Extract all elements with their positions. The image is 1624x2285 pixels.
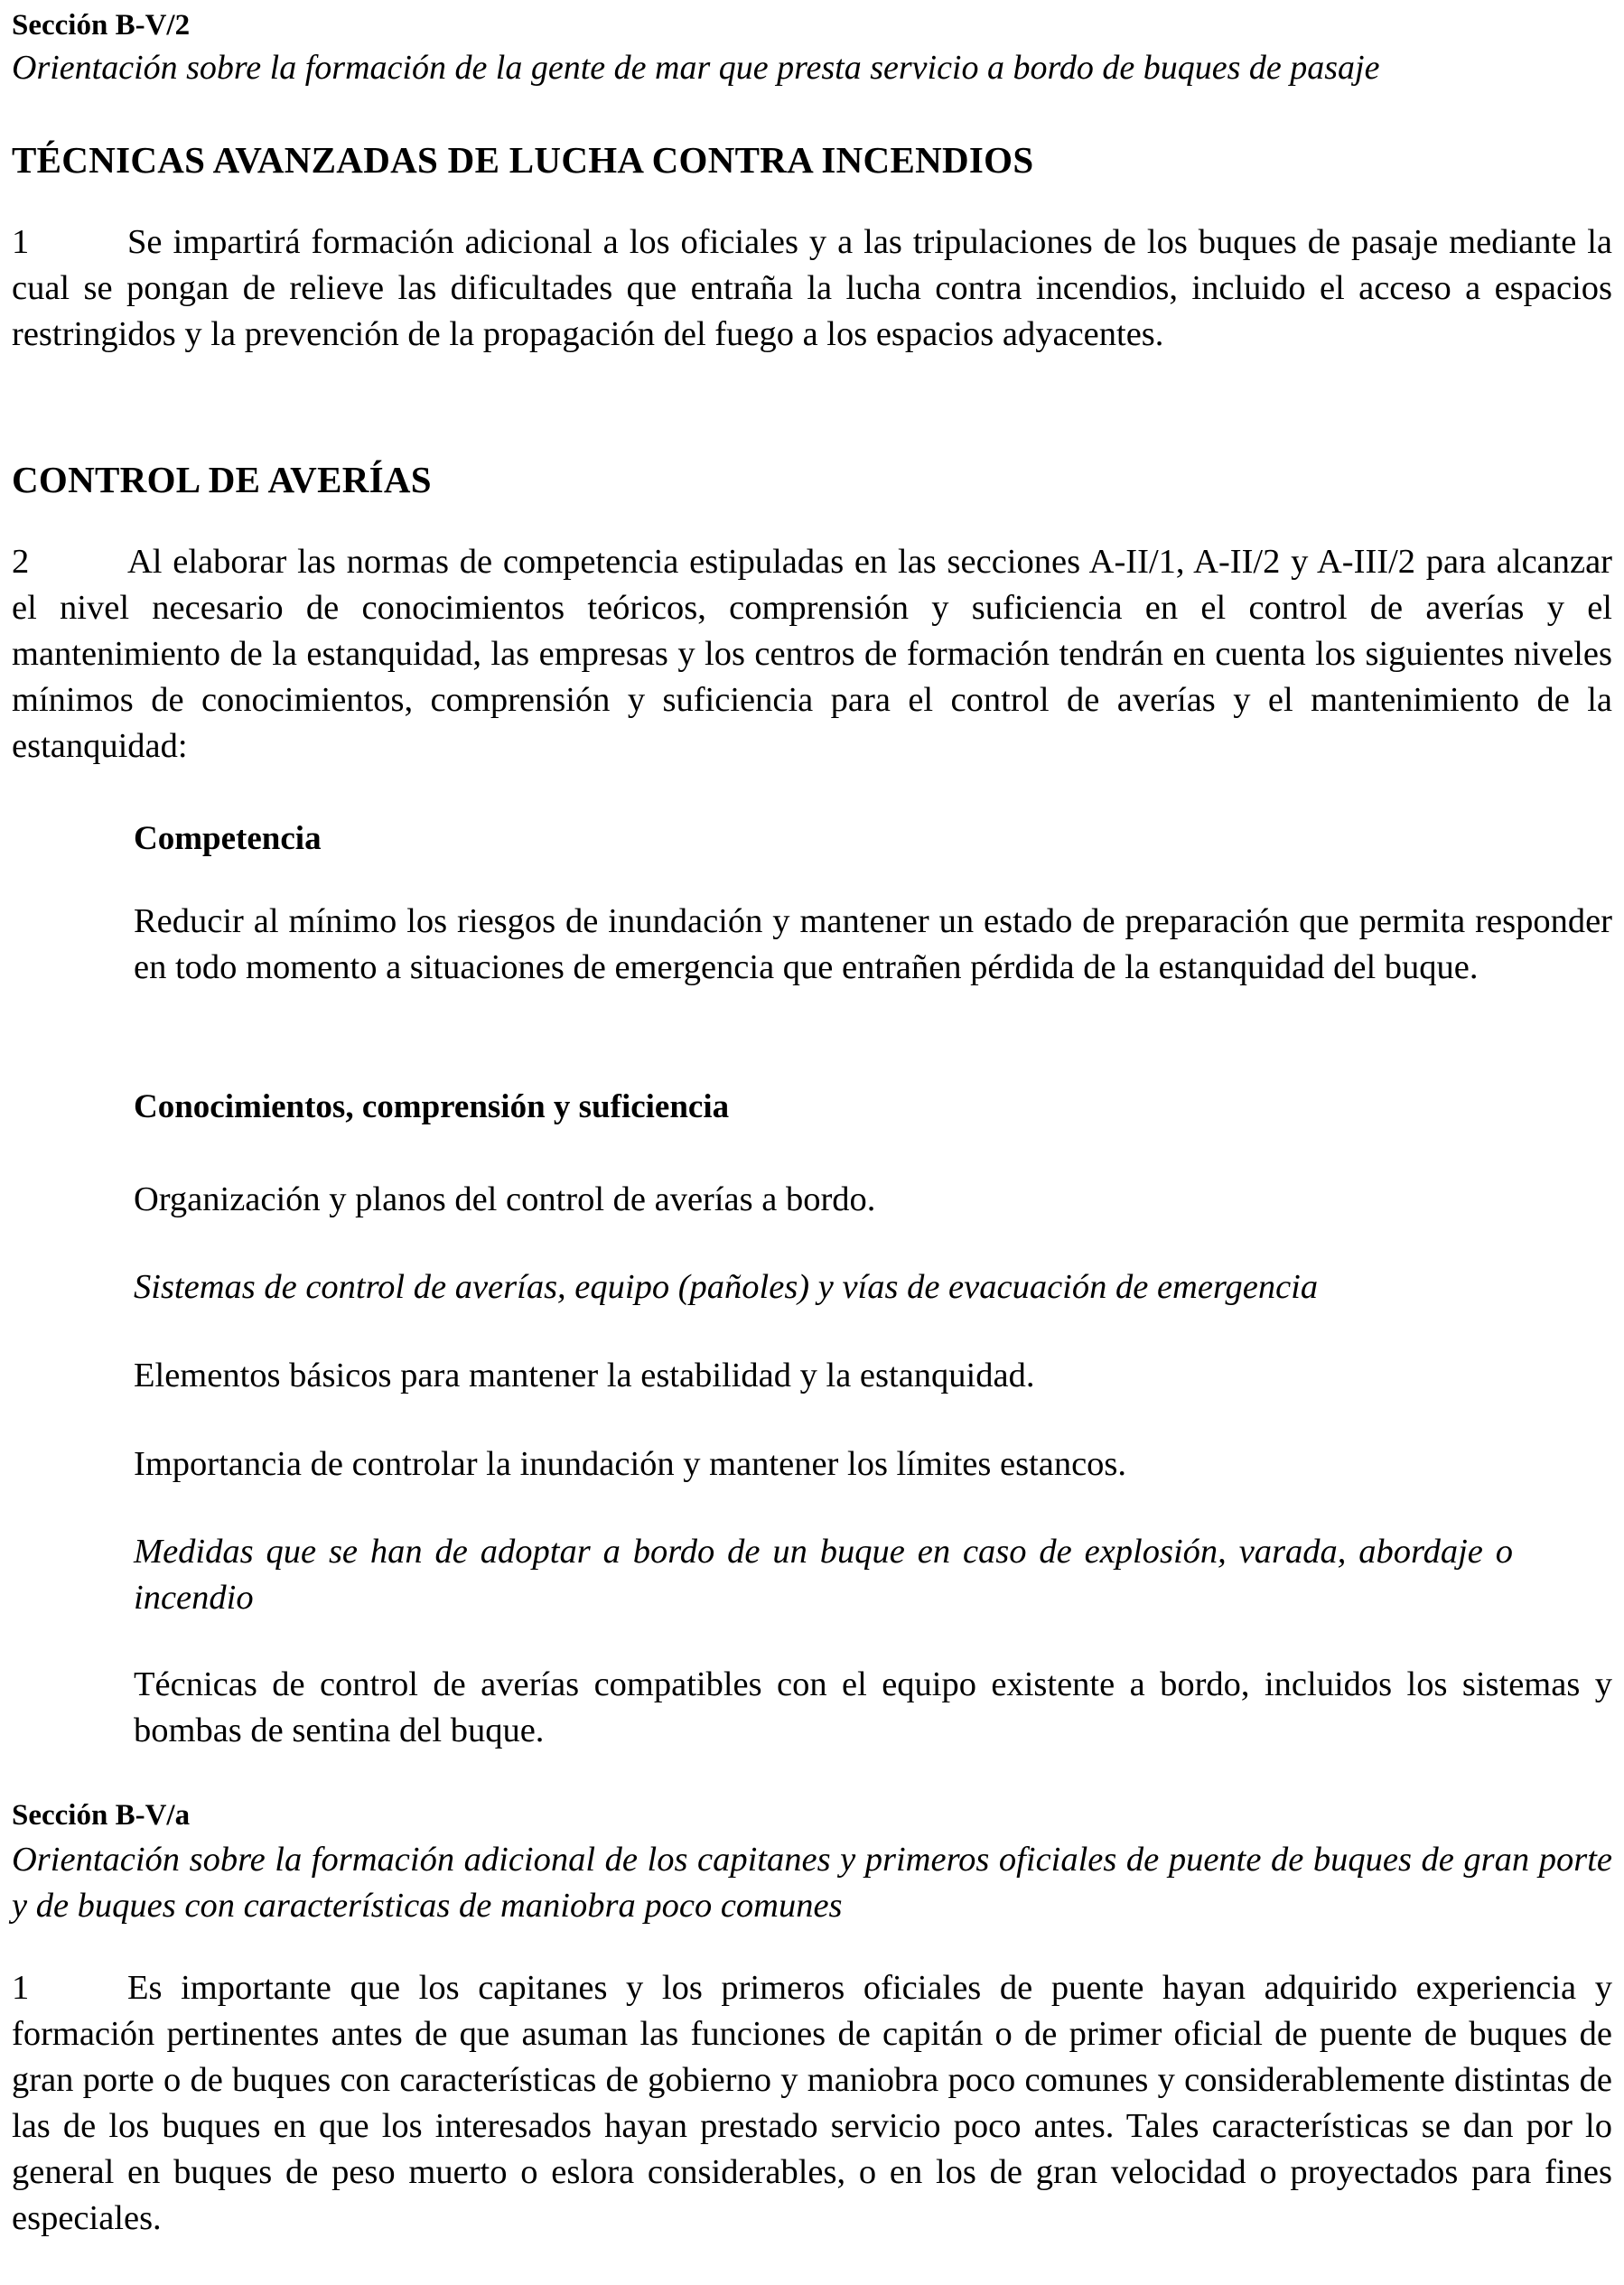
- list-item: Importancia de controlar la inundación y mantener los límites estancos.: [134, 1445, 1127, 1483]
- paragraph-text: Es importante que los capitanes y los primeros oficiales de puente hayan adquirido experiencia y formación pertinentes antes de que asuman las funciones de capitán o de primer oficial de puente de buques de gran porte o de buques con características de gobierno y maniobra poco comunes y considerablemente distintas de las de los buques en que los interesados hayan prestado servicio poco antes. Tales características se dan por lo general en buques de peso muerto o eslora considerables, o en los de gran velocidad o proyectados para fines especiales.: [12, 1969, 1612, 2237]
- paragraph-number: 1: [12, 223, 30, 261]
- list-item: Sistemas de control de averías, equipo (pañoles) y vías de evacuación de emergencia: [134, 1268, 1319, 1306]
- knowledge-heading: Conocimientos, comprensión y suficiencia: [134, 1088, 730, 1125]
- fire-title: TÉCNICAS AVANZADAS DE LUCHA CONTRA INCENDIOS: [12, 139, 1034, 181]
- paragraph-text: Al elaborar las normas de competencia estipuladas en las secciones A-II/1, A-II/2 y A-III/2 para alcanzar el nivel necesario de conocimientos teóricos, comprensión y suficiencia en el control de averías y el mantenimiento de la estanquidad, las empresas y los centros de formación tendrán en cuenta los siguientes niveles mínimos de conocimientos, comprensión y suficiencia para el control de averías y el mantenimiento de la estanquidad:: [12, 543, 1612, 765]
- list-item: Medidas que se han de adoptar a bordo de un buque en caso de explosión, varada, abordaje o incendio: [134, 1533, 1513, 1617]
- section-heading: Sección B-V/2: [12, 9, 191, 42]
- paragraph-number: 1: [12, 1969, 30, 2007]
- damage-title: CONTROL DE AVERÍAS: [12, 459, 432, 500]
- section-subtitle: Orientación sobre la formación adicional de los capitanes y primeros oficiales de puente de buques de gran porte y de buques con características de maniobra poco comunes: [12, 1841, 1612, 1925]
- section2-paragraph: [12, 1965, 1612, 2242]
- section-subtitle: Orientación sobre la formación de la gente de mar que presta servicio a bordo de buques de pasaje: [12, 49, 1380, 87]
- competence-text: Reducir al mínimo los riesgos de inundación y mantener un estado de preparación que permita responder en todo momento a situaciones de emergencia que entrañen pérdida de la estanquidad del buque.: [134, 902, 1612, 986]
- paragraph-text: Se impartirá formación adicional a los oficiales y a las tripulaciones de los buques de pasaje mediante la cual se pongan de relieve las dificultades que entraña la lucha contra incendios, incluido el acceso a espacios restringidos y la prevención de la propagación del fuego a los espacios adyacentes.: [12, 223, 1612, 353]
- paragraph-number: 2: [12, 543, 30, 581]
- damage-paragraph: [12, 539, 1612, 769]
- list-item: Elementos básicos para mantener la estabilidad y la estanquidad.: [134, 1357, 1035, 1394]
- list-item: Organización y planos del control de averías a bordo.: [134, 1180, 876, 1218]
- list-item: Técnicas de control de averías compatibles con el equipo existente a bordo, incluidos los sistemas y bombas de sentina del buque.: [134, 1665, 1612, 1749]
- competence-heading: Competencia: [134, 820, 322, 857]
- section-heading: Sección B-V/a: [12, 1799, 191, 1832]
- fire-paragraph: [12, 219, 1612, 358]
